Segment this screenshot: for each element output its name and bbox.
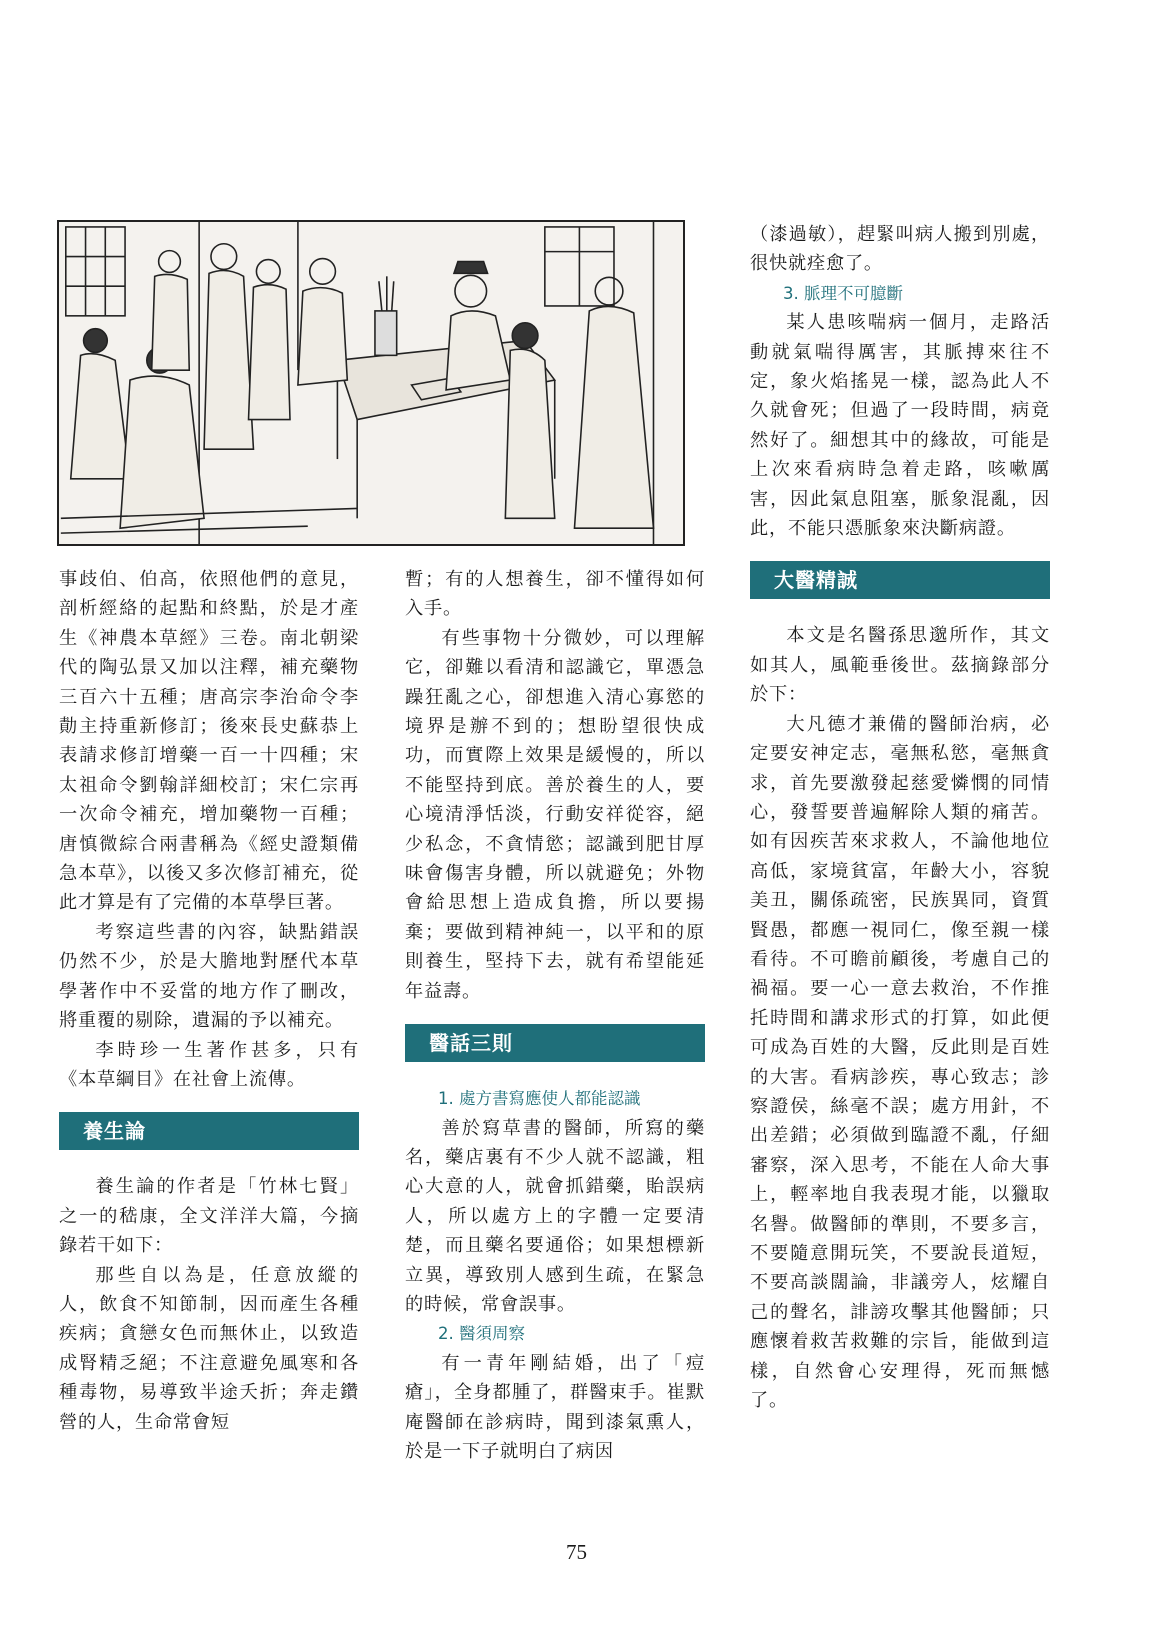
illustration: [57, 220, 685, 546]
paragraph: （漆過敏），趕緊叫病人搬到別處，很快就痊愈了。: [750, 224, 1050, 275]
section-heading-dayi: 大醫精誠: [750, 561, 1050, 599]
subheading: 3. 脈理不可臆斷: [783, 283, 903, 303]
paragraph: 善於寫草書的醫師，所寫的藥名，藥店裏有不少人就不認識，粗心大意的人，就會抓錯藥，貽誤病人，所以處方上的字體一定要清楚，而且藥名要通俗；如果想標新立異，導致別人感到生疏，在緊急的時候，常會誤事。: [405, 1117, 705, 1315]
paragraph: 某人患咳喘病一個月，走路活動就氣喘得厲害，其脈搏來往不定，象火焰搖晃一樣，認為此人不久就會死；但過了一段時間，病竟然好了。細想其中的緣故，可能是上次來看病時急着走路，咳嗽厲害，因此氣息阻塞，脈象混亂，因此，不能只憑脈象來決斷病證。: [750, 312, 1050, 540]
section-heading-yangsheng: 養生論: [59, 1112, 359, 1150]
paragraph: 事歧伯、伯高，依照他們的意見，剖析經絡的起點和終點，於是才產生《神農本草經》三卷。南北朝梁代的陶弘景又加以注釋，補充藥物三百六十五種；唐高宗李治命令李勣主持重新修訂；後來長史蘇恭上表請求修訂增藥一百一十四種；宋太祖命令劉翰詳細校訂；宋仁宗再一次命令補充，增加藥物一百種；唐慎微綜合兩書稱為《經史證類備急本草》，以後又多次修訂補充，從此才算是有了完備的本草學巨著。: [59, 569, 359, 914]
page-number: 75: [566, 1540, 587, 1564]
paragraph: 暫；有的人想養生，卻不懂得如何入手。: [405, 569, 705, 620]
paragraph: 李時珍一生著作甚多，只有《本草綱目》在社會上流傳。: [59, 1039, 359, 1090]
paragraph: 養生論的作者是「竹林七賢」之一的嵇康，全文洋洋大篇，今摘錄若干如下：: [59, 1176, 359, 1257]
subheading: 1. 處方書寫應使人都能認識: [438, 1089, 641, 1109]
paragraph: 考察這些書的內容，缺點錯誤仍然不少，於是大膽地對歷代本草學著作中不妥當的地方作了刪改，將重覆的剔除，遺漏的予以補充。: [59, 921, 359, 1032]
section-heading-yihua: 醫話三則: [405, 1024, 705, 1062]
column-right: [750, 220, 1050, 1415]
paragraph: 本文是名醫孫思邈所作，其文如其人，風範垂後世。茲摘錄部分於下：: [750, 625, 1050, 706]
paragraph: 那些自以為是，任意放縱的人，飲食不知節制，因而產生各種疾病；貪戀女色而無休止，以致造成腎精乏絕；不注意避免風寒和各種毒物，易導致半途夭折；奔走鑽營的人，生命常會短: [59, 1264, 359, 1433]
woodcut-scene-illustration: [59, 222, 683, 544]
subheading: 2. 醫須周察: [438, 1324, 525, 1344]
column-middle: [405, 565, 705, 1466]
paragraph: 有一青年剛結婚，出了「痘瘡」，全身都腫了，群醫束手。崔默庵醫師在診病時，聞到漆氣熏人，於是一下子就明白了病因: [405, 1352, 705, 1462]
column-left: [59, 565, 359, 1437]
paragraph: 大凡德才兼備的醫師治病，必定要安神定志，毫無私慾，毫無貪求，首先要激發起慈愛憐憫的同情心，發誓要普遍解除人類的痛苦。如有因疾苦來求救人，不論他地位高低，家境貧富，年齡大小，容貌美丑，關係疏密，民族異同，資質賢愚，都應一視同仁，像至親一樣看待。不可瞻前顧後，考慮自己的禍福。要一心一意去救治，不作推托時間和講求形式的打算，如此便可成為百姓的大醫，反此則是百姓的大害。看病診疾，專心致志；診察證侯，絲毫不誤；處方用針，不出差錯；必須做到臨證不亂，仔細審察，深入思考，不能在人命大事上，輕率地自我表現才能，以獵取名譽。做醫師的準則，不要多言，不要隨意開玩笑，不要說長道短，不要高談闊論，非議旁人，炫耀自己的聲名，誹謗攻擊其他醫師；只應懷着救苦救難的宗旨，能做到這樣，自然會心安理得，死而無憾了。: [750, 713, 1050, 1412]
paragraph: 有些事物十分微妙，可以理解它，卻難以看清和認識它，單憑急躁狂亂之心，卻想進入清心寡慾的境界是辦不到的；想盼望很快成功，而實際上效果是緩慢的，所以不能堅持到底。善於養生的人，要心境清淨恬淡，行動安祥從容，絕少私念，不貪情慾；認識到肥甘厚味會傷害身體，所以就避免；外物會給思想上造成負擔，所以要揚棄；要做到精神純一，以平和的原則養生，堅持下去，就有希望能延年益壽。: [405, 627, 705, 1002]
